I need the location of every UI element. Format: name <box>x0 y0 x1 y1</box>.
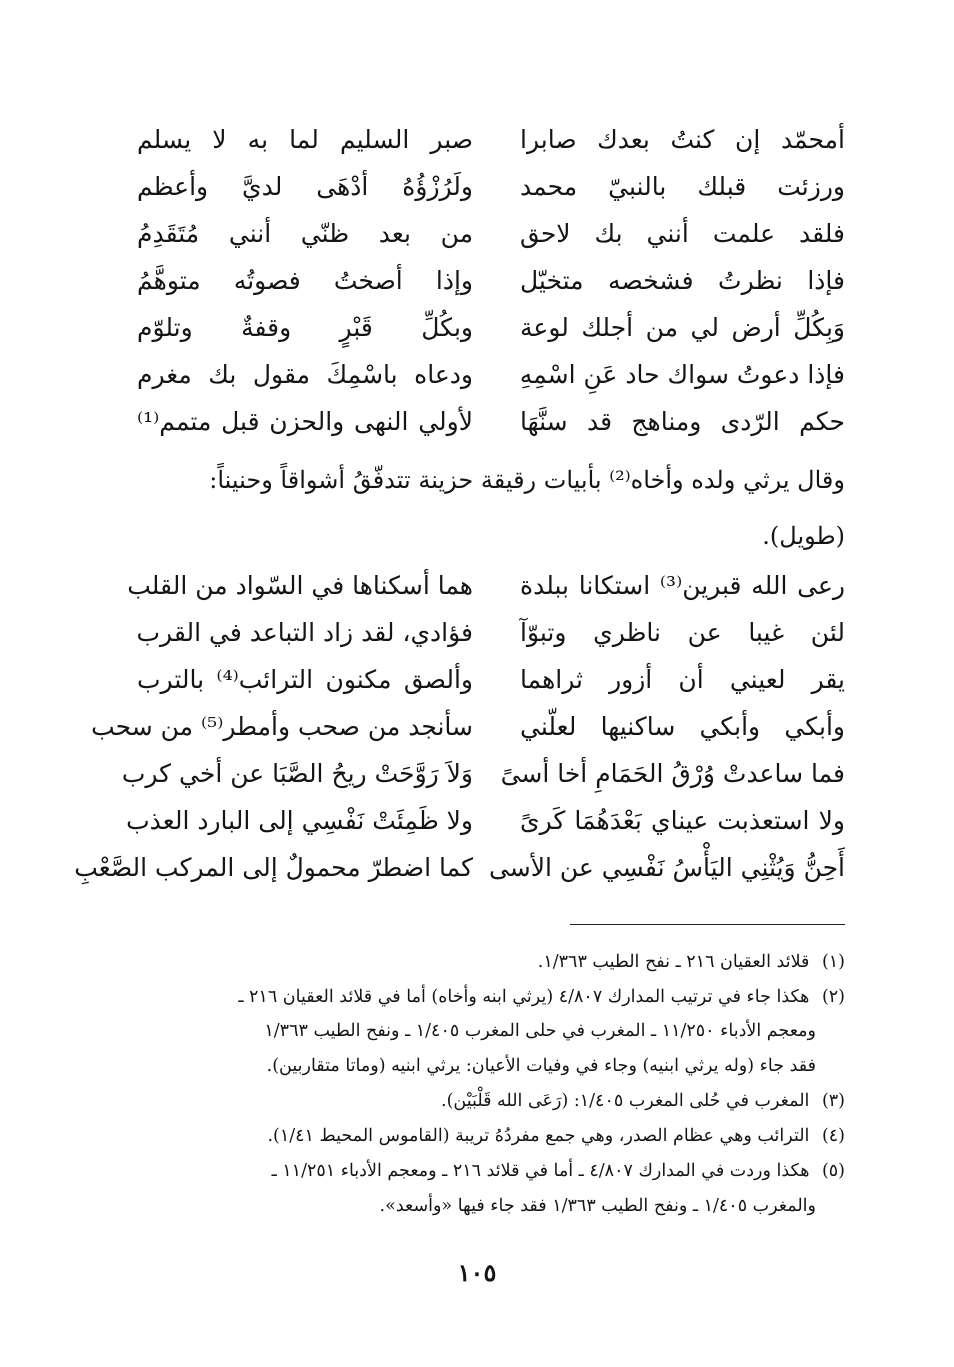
poem2-hemistich-right-3: يقر لعيني أن أزور ثراهما <box>520 665 845 694</box>
poem2-hemistich-right-1: رعى الله قبرين⁽³⁾ استكانا ببلدة <box>520 571 845 600</box>
poem2-hemistich-left-2: فؤادي، لقد زاد التباعد في القرب <box>136 618 473 647</box>
footnote-3 <box>110 1084 845 1119</box>
poem2-hemistich-right-6: ولا استعذبت عيناي بَعْدَهُمَا كَرىً <box>520 806 845 835</box>
poem1-hemistich-left-2: ولَرُزْؤُهُ أدْهَى لديَّ وأعظم <box>137 172 473 201</box>
footnote-2-text: هكذا جاء في ترتيب المدارك ٤/٨٠٧ (يرثي ابنه وأخاه) أما في قلائد العقيان ٢١٦ ـ <box>238 987 810 1007</box>
poem1-hemistich-right-4: فإذا نظرتُ فشخصه متخيّل <box>520 266 845 295</box>
poem1-hemistich-right-3: فلقد علمت أنني بك لاحق <box>520 219 845 248</box>
poem2-hemistich-right-4: وأبكي وأبكي ساكنيها لعلّني <box>520 712 845 741</box>
poem2-hemistich-left-7: كما اضطرّ محمولٌ إلى المركب الصَّعْبِ <box>74 853 473 882</box>
footnote-5 <box>110 1154 845 1189</box>
footnote-1 <box>110 945 845 980</box>
footnote-4-text: الترائب وهي عظام الصدر، وهي جمع مفردُهُ تريبة (القاموس المحيط ١/٤١). <box>267 1126 810 1146</box>
poem1-hemistich-left-1: صبر السليم لما به لا يسلم <box>137 125 473 154</box>
poem2-hemistich-left-4: سأنجد من صحب وأمطر⁽⁵⁾ من سحب <box>91 712 473 741</box>
poem1-hemistich-right-7: حكم الرّدى ومناهج قد سنَّهَا <box>520 407 845 436</box>
poem1-hemistich-left-4: وإذا أصختُ فصوتُه متوهَّمُ <box>137 266 473 295</box>
footnote-1-text: قلائد العقيان ٢١٦ ـ نفح الطيب ١/٣٦٣. <box>537 952 810 972</box>
footnote-5-text: هكذا وردت في المدارك ٤/٨٠٧ ـ أما في قلائد ٢١٦ ـ ومعجم الأدباء ١١/٢٥١ ـ <box>271 1161 810 1181</box>
prose-intro-line-2: (طويل). <box>762 522 845 550</box>
prose-intro-line-1: وقال يرثي ولده وأخاه⁽²⁾ بأبيات رقيقة حزينة تتدفّقُ أشواقاً وحنيناً: <box>209 466 845 494</box>
poem2-hemistich-left-3: وألصق مكنون الترائب⁽⁴⁾ بالترب <box>137 665 473 694</box>
footnote-2-continuation-2: فقد جاء (وله يرثي ابنيه) وجاء في وفيات الأعيان: يرثي ابنيه (وماتا متقاربين). <box>266 1056 816 1076</box>
footnote-4 <box>110 1119 845 1154</box>
poem1-hemistich-left-6: ودعاه باسْمِكَ مقول بك مغرم <box>137 360 473 389</box>
poem2-hemistich-left-6: ولا ظَمِئَتْ نَفْسِي إلى البارد العذب <box>126 806 473 835</box>
poem1-hemistich-right-5: وَبِكُلِّ أرض لي من أجلك لوعة <box>520 313 845 342</box>
footnote-3-number: (٣) <box>821 1091 845 1111</box>
poem1-hemistich-right-1: أمحمّد إن كنتُ بعدك صابرا <box>520 125 845 154</box>
poem2-hemistich-right-2: لئن غيبا عن ناظري وتبوّآ <box>520 618 845 647</box>
poem1-hemistich-right-2: ورزئت قبلك بالنبيّ محمد <box>520 172 845 201</box>
footnote-5-number: (٥) <box>821 1161 845 1181</box>
footnote-3-text: المغرب في حُلى المغرب ١/٤٠٥: (رَعَى الله قَلْبَيْن). <box>441 1091 810 1111</box>
poem2-hemistich-left-1: هما أسكناها في السّواد من القلب <box>127 571 473 600</box>
footnote-2-continuation-1: ومعجم الأدباء ١١/٢٥٠ ـ المغرب في حلى المغرب ١/٤٠٥ ـ ونفح الطيب ١/٣٦٣ <box>264 1021 816 1041</box>
footnote-2 <box>110 980 845 1015</box>
poem2-hemistich-right-7: أَحِنُّ وَيُثْنِي اليَأْسُ نَفْسِي عن الأسى <box>488 853 845 882</box>
footnote-4-number: (٤) <box>821 1126 845 1146</box>
poem2-hemistich-right-5: فما ساعدتْ وُرْقُ الحَمَامِ أخا أسىً <box>500 759 845 788</box>
footnote-5-continuation-1: والمغرب ١/٤٠٥ ـ ونفح الطيب ١/٣٦٣ فقد جاء فيها «وأسعد». <box>379 1196 816 1216</box>
poem1-hemistich-left-5: وبكُلِّ قَبْرٍ وقفةٌ وتلوّم <box>137 313 473 342</box>
footnote-1-number: (١) <box>821 952 845 972</box>
footnote-separator <box>570 924 845 925</box>
poem1-hemistich-left-3: من بعد ظنّي أنني مُتَقَدِمُ <box>137 219 473 248</box>
poem2-hemistich-left-5: وَلاَ رَوَّحَتْ ريحُ الصَّبَا عن أخي كرب <box>121 759 473 788</box>
poem1-hemistich-right-6: فإذا دعوتُ سواك حاد عَنِ اسْمِهِ <box>519 360 845 389</box>
poem1-hemistich-left-7: لأولي النهى والحزن قبل متمم⁽¹⁾ <box>137 407 473 436</box>
footnote-2-number: (٢) <box>821 987 845 1007</box>
page-number: ١٠٥ <box>457 1258 497 1287</box>
